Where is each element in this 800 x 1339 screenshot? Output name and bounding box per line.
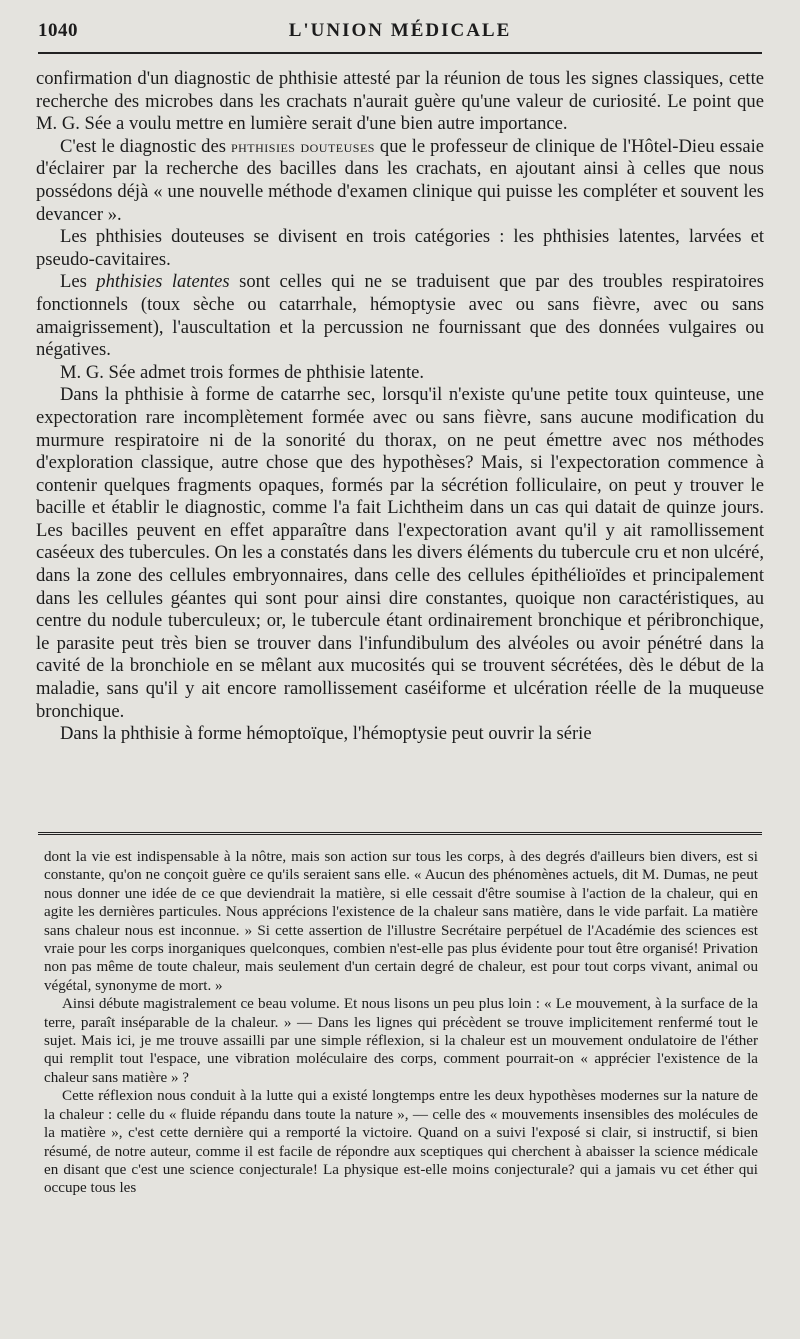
- paragraph-5: M. G. Sée admet trois formes de phthisie latente.: [60, 361, 425, 383]
- paragraph-4-end: sont celles qui ne se traduisent que par des troubles respiratoires fonctionnels (toux sèche ou catarrhale, hémoptysie avec ou sans fièvre, avec ou sans amaigrissement), l'auscultation et la percussion ne fournissant que des données vulgaires ou négatives.: [36, 271, 764, 361]
- paragraph-4-start: Les: [60, 271, 97, 293]
- feuilleton-paragraph-1: dont la vie est indispensable à la nôtre, mais son action sur tous les corps, à des degrés d'ailleurs bien divers, est si constante, qu'on ne conçoit guère ce qu'ils seraient sans elle. « Aucun des phénomènes actuels, dit M. Dumas, ne peut nous donner une idée de ce que deviendrait la matière, si elle cessait d'être soumise à l'action de la chaleur, qui en agite les dernières particules. Nous apprécions l'existence de la chaleur sans matière, dans le vide parfait. La matière sans chaleur nous est inconnue. » Si cette assertion de l'illustre Secrétaire perpétuel de l'Académie des sciences est vraie pour les corps inorganiques quelconques, combien n'est-elle pas plus évidente pour tout être organisé! Privation non pas même de toute chaleur, mais seulement d'un certain degré de chaleur, est pour tout corps vivant, animal ou végétal, synonyme de mort. »: [44, 849, 758, 994]
- paragraph-4: [36, 271, 764, 361]
- feuilleton-paragraph-3: Cette réflexion nous conduit à la lutte qui a existé longtemps entre les deux hypothèses modernes sur la nature de la chaleur : celle du « fluide répandu dans toute la nature », — celle des « mouvements insensibles des molécules de la matière », c'est cette dernière qui a remporté la victoire. Quand on a suivi l'exposé si clair, si instructif, si bien résumé, de notre auteur, comme il est facile de répondre aux sceptiques qui cherchent à abaisser la science médicale en disant que c'est une science conjecturale! La physique est-elle moins conjecturale? qui a jamais vu cet éther qui occupe tous les: [44, 1088, 758, 1197]
- paragraph-3: Les phthisies douteuses se divisent en trois catégories : les phthisies latentes, larvées et pseudo-cavitaires.: [36, 226, 764, 270]
- page-number: 1040: [38, 20, 78, 41]
- paragraph-6: Dans la phthisie à forme de catarrhe sec, lorsqu'il n'existe qu'une petite toux quinteuse, une expectoration rare incomplètement formée avec ou sans fièvre, sans aucune modification du murmure respiratoire ni de la sonorité du thorax, on ne peut émettre avec nos méthodes d'exploration classique, autre chose que des hypothèses? Mais, si l'expectoration commence à contenir quelques fragments opaques, formés par la sécrétion folliculaire, on peut y trouver le bacille et établir le diagnostic, comme l'a fait Lichtheim dans un cas qui datait de quinze jours. Les bacilles peuvent en effet apparaître dans l'expectoration avant qu'il y ait ramollissement caséeux des tubercules. On les a constatés dans les divers éléments du tubercule cru et non ulcéré, dans la zone des cellules embryonnaires, dans celle des cellules épithélioïdes et principalement dans les cellules géantes qui sont pour ainsi dire constantes, quoique non caractéristiques, au centre du nodule tuberculeux; or, le tubercule étant ordinairement bronchique et péribronchique, le parasite peut très bien se trouver dans l'infundibulum des alvéoles ou avoir pénétré dans la cavité de la bronchiole en se mêlant aux mucosités qui se trouvent sécrétées, dès le début de la maladie, sans qu'il y ait encore ramollissement caséiforme et ulcération réelle de la muqueuse bronchique.: [36, 384, 764, 722]
- running-title: L'UNION MÉDICALE: [288, 20, 512, 41]
- header-rule: [38, 52, 762, 54]
- feuilleton-rule: [38, 832, 762, 838]
- main-text: [36, 68, 764, 746]
- phthisies-latentes-term: phthisies latentes: [96, 271, 230, 293]
- feuilleton-text: [44, 848, 758, 1198]
- paragraph-2-end: que le professeur de clinique de l'Hôtel-Dieu essaie d'éclairer par la recherche des bacilles dans les crachats, en ajoutant ainsi à celles que nous possédons déjà « une nouvelle méthode d'examen clinique qui puisse les compléter et souvent les devancer ».: [36, 135, 764, 225]
- paragraph-2: [36, 136, 764, 226]
- page-header: [38, 20, 762, 48]
- paragraph-7: Dans la phthisie à forme hémoptoïque, l'hémoptysie peut ouvrir la série: [60, 723, 592, 745]
- paragraph-2-start: C'est le diagnostic des: [60, 135, 231, 157]
- phthisies-douteuses-term: phthisies douteuses: [230, 136, 375, 156]
- paragraph-1: confirmation d'un diagnostic de phthisie attesté par la réunion de tous les signes classiques, cette recherche des microbes dans les crachats n'aurait guère qu'une valeur de curiosité. Le point que M. G. Sée a voulu mettre en lumière serait d'une bien autre importance.: [36, 68, 764, 135]
- feuilleton-paragraph-2: Ainsi débute magistralement ce beau volume. Et nous lisons un peu plus loin : « Le mouvement, à la surface de la terre, paraît inséparable de la chaleur. » — Dans les lignes qui précèdent se trouve implicitement renfermé tout le sujet. Mais ici, je me trouve assailli par une simple réflexion, si la chaleur est un mouvement ondulatoire de l'éther qui remplit tout l'espace, une vibration moléculaire des corps, comment pourrait-on « apprécier l'existence de la chaleur sans matière » ?: [44, 996, 758, 1086]
